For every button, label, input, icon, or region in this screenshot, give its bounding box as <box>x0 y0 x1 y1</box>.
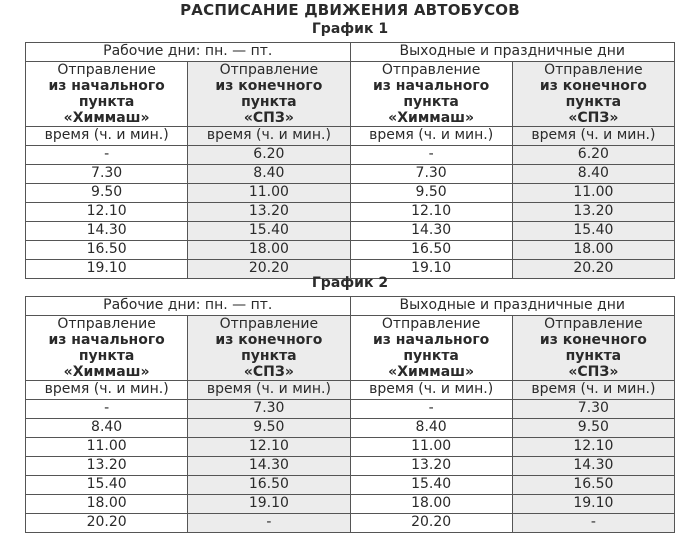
header-line-stop-name: «СПЗ» <box>568 110 619 126</box>
header-line-point: из конечного пункта <box>215 78 323 110</box>
departure-time-cell: 15.40 <box>26 476 188 495</box>
header-line-point: из начального пункта <box>48 78 165 110</box>
departure-time-cell: 12.10 <box>350 203 512 222</box>
departure-time-cell: 7.30 <box>188 400 350 419</box>
departure-time-cell: 16.50 <box>512 476 674 495</box>
header-line-point: из конечного пункта <box>215 332 323 364</box>
header-from-spz <box>512 62 674 127</box>
departure-time-cell: 15.40 <box>350 476 512 495</box>
departure-time-cell: 12.10 <box>188 438 350 457</box>
departure-time-cell: 18.00 <box>512 241 674 260</box>
time-unit-label: время (ч. и мин.) <box>26 381 188 400</box>
departure-time-cell: 12.10 <box>26 203 188 222</box>
departure-time-cell: 14.30 <box>188 457 350 476</box>
departure-time-cell: - <box>512 514 674 533</box>
header-line-stop-name: «СПЗ» <box>243 110 294 126</box>
time-unit-label: время (ч. и мин.) <box>188 127 350 146</box>
departure-time-cell: 11.00 <box>512 184 674 203</box>
departure-time-cell: 14.30 <box>350 222 512 241</box>
table-row <box>26 514 675 533</box>
departure-time-cell: 6.20 <box>188 146 350 165</box>
time-unit-label: время (ч. и мин.) <box>512 127 674 146</box>
departure-time-cell: 7.30 <box>512 400 674 419</box>
departure-time-cell: 7.30 <box>26 165 188 184</box>
header-line-point: из конечного пункта <box>539 332 647 364</box>
header-from-spz <box>512 316 674 381</box>
weekdays-header: Рабочие дни: пн. — пт. <box>26 43 351 62</box>
header-from-spz <box>188 62 350 127</box>
departure-time-cell: 20.20 <box>188 260 350 279</box>
header-from-khimmash <box>350 316 512 381</box>
header-line-departure: Отправление <box>381 62 481 78</box>
unit-row <box>26 127 675 146</box>
header-from-khimmash <box>26 62 188 127</box>
header-line-stop-name: «Химмаш» <box>63 110 150 126</box>
departure-time-cell: - <box>350 400 512 419</box>
departure-time-cell: 13.20 <box>350 457 512 476</box>
departure-time-cell: 8.40 <box>512 165 674 184</box>
table-row <box>26 495 675 514</box>
departure-time-cell: 16.50 <box>26 241 188 260</box>
day-group-row <box>26 43 675 62</box>
table-row <box>26 419 675 438</box>
departure-time-cell: 16.50 <box>350 241 512 260</box>
departure-time-cell: 13.20 <box>512 203 674 222</box>
departure-time-cell: 9.50 <box>512 419 674 438</box>
table-row <box>26 438 675 457</box>
departure-time-cell: 8.40 <box>350 419 512 438</box>
weekdays-header: Рабочие дни: пн. — пт. <box>26 297 351 316</box>
table-row <box>26 146 675 165</box>
schedule-2-table <box>25 296 675 533</box>
header-from-spz <box>188 316 350 381</box>
departure-time-cell: 13.20 <box>26 457 188 476</box>
departure-time-cell: 18.00 <box>350 495 512 514</box>
departure-time-cell: 9.50 <box>350 184 512 203</box>
schedule-1-table <box>25 42 675 279</box>
table-row <box>26 476 675 495</box>
departure-time-cell: 20.20 <box>512 260 674 279</box>
day-group-row <box>26 297 675 316</box>
departure-time-cell: 8.40 <box>188 165 350 184</box>
departure-time-cell: 11.00 <box>26 438 188 457</box>
departure-time-cell: 11.00 <box>350 438 512 457</box>
departure-time-cell: 7.30 <box>350 165 512 184</box>
column-header-row <box>26 62 675 127</box>
table-row <box>26 184 675 203</box>
header-line-point: из начального пункта <box>372 332 490 364</box>
header-line-departure: Отправление <box>544 316 643 332</box>
schedule-2-title: График 2 <box>311 275 389 291</box>
departure-time-cell: 9.50 <box>188 419 350 438</box>
header-from-khimmash <box>350 62 512 127</box>
table-row <box>26 400 675 419</box>
time-unit-label: время (ч. и мин.) <box>26 127 188 146</box>
departure-time-cell: 18.00 <box>26 495 188 514</box>
departure-time-cell: 16.50 <box>188 476 350 495</box>
table-row <box>26 222 675 241</box>
departure-time-cell: - <box>26 146 188 165</box>
header-line-departure: Отправление <box>544 62 643 78</box>
departure-time-cell: 15.40 <box>188 222 350 241</box>
departure-time-cell: 6.20 <box>512 146 674 165</box>
header-line-departure: Отправление <box>219 62 319 78</box>
departure-time-cell: 20.20 <box>350 514 512 533</box>
time-unit-label: время (ч. и мин.) <box>350 381 512 400</box>
weekends-header: Выходные и праздничные дни <box>350 43 675 62</box>
schedule-1-title: График 1 <box>311 21 389 37</box>
page-title: РАСПИСАНИЕ ДВИЖЕНИЯ АВТОБУСОВ <box>180 1 520 19</box>
header-line-point: из начального пункта <box>48 332 165 364</box>
departure-time-cell: 12.10 <box>512 438 674 457</box>
header-line-stop-name: «Химмаш» <box>388 110 475 126</box>
departure-time-cell: - <box>188 514 350 533</box>
header-line-departure: Отправление <box>57 62 156 78</box>
departure-time-cell: 19.10 <box>350 260 512 279</box>
table-row <box>26 241 675 260</box>
departure-time-cell: 8.40 <box>26 419 188 438</box>
departure-time-cell: 14.30 <box>512 457 674 476</box>
table-row <box>26 457 675 476</box>
time-unit-label: время (ч. и мин.) <box>188 381 350 400</box>
departure-time-cell: 13.20 <box>188 203 350 222</box>
header-line-stop-name: «Химмаш» <box>388 364 475 380</box>
time-unit-label: время (ч. и мин.) <box>512 381 674 400</box>
header-line-departure: Отправление <box>381 316 481 332</box>
departure-time-cell: - <box>26 400 188 419</box>
departure-time-cell: 11.00 <box>188 184 350 203</box>
header-line-stop-name: «СПЗ» <box>243 364 294 380</box>
departure-time-cell: 18.00 <box>188 241 350 260</box>
departure-time-cell: 19.10 <box>26 260 188 279</box>
header-line-point: из начального пункта <box>372 78 490 110</box>
departure-time-cell: 9.50 <box>26 184 188 203</box>
unit-row <box>26 381 675 400</box>
departure-time-cell: 19.10 <box>512 495 674 514</box>
departure-time-cell: 14.30 <box>26 222 188 241</box>
departure-time-cell: 20.20 <box>26 514 188 533</box>
header-line-point: из конечного пункта <box>539 78 647 110</box>
table-row <box>26 165 675 184</box>
table-row <box>26 203 675 222</box>
header-line-stop-name: «СПЗ» <box>568 364 619 380</box>
header-line-stop-name: «Химмаш» <box>63 364 150 380</box>
departure-time-cell: - <box>350 146 512 165</box>
departure-time-cell: 19.10 <box>188 495 350 514</box>
departure-time-cell: 15.40 <box>512 222 674 241</box>
header-from-khimmash <box>26 316 188 381</box>
time-unit-label: время (ч. и мин.) <box>350 127 512 146</box>
weekends-header: Выходные и праздничные дни <box>350 297 675 316</box>
header-line-departure: Отправление <box>219 316 319 332</box>
column-header-row <box>26 316 675 381</box>
header-line-departure: Отправление <box>57 316 156 332</box>
